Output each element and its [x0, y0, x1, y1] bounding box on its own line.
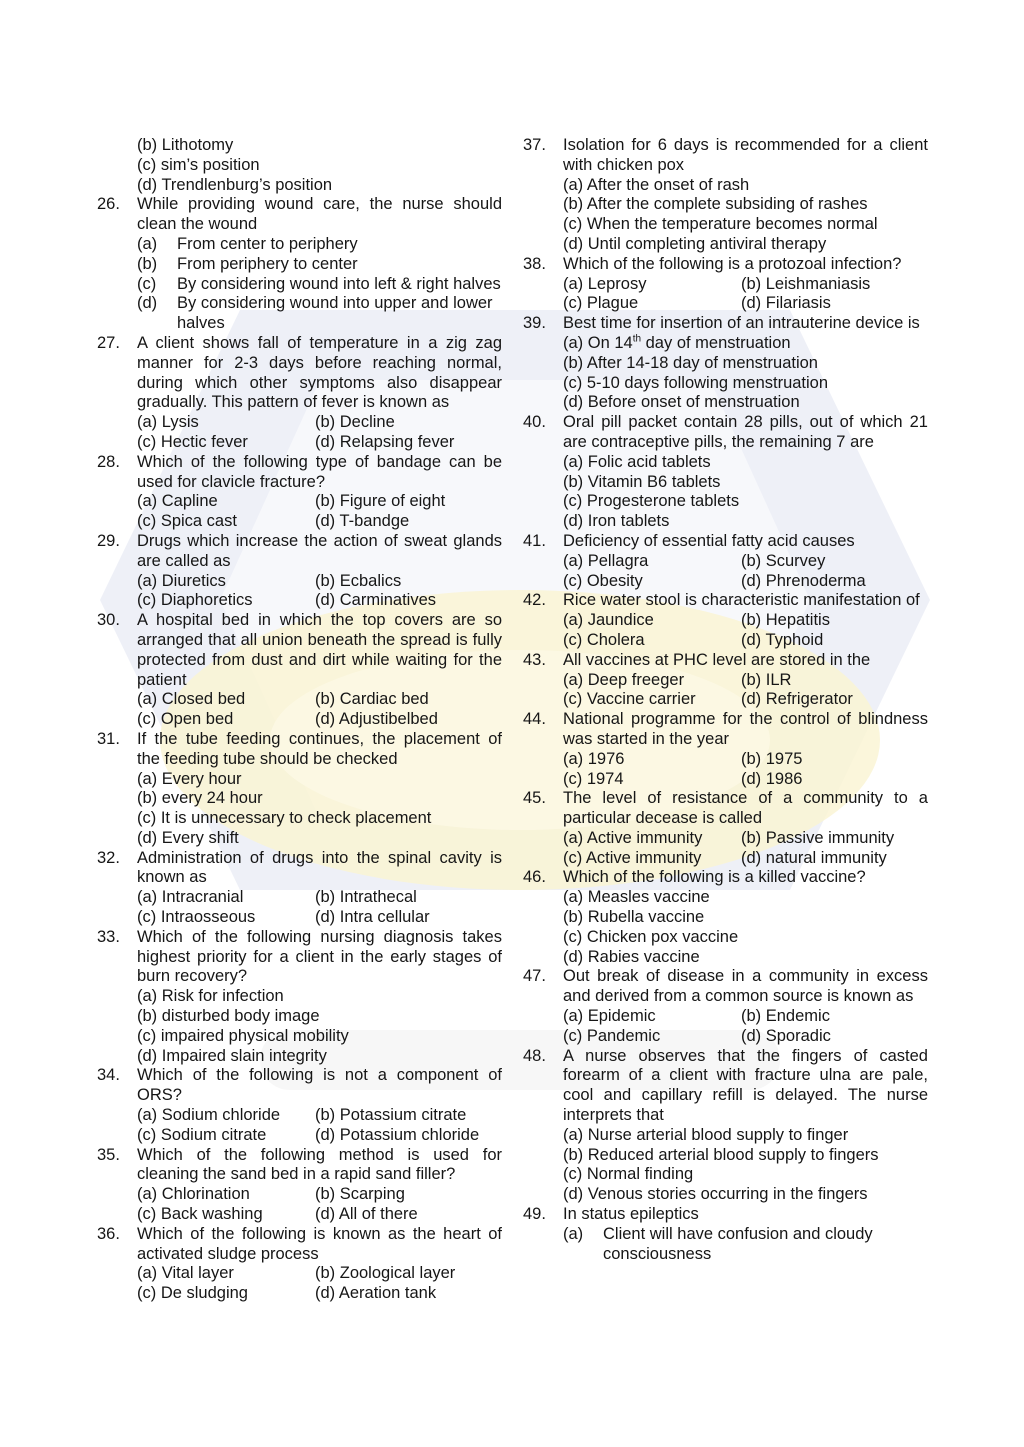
question-number: 36. — [97, 1224, 120, 1243]
question-text: Which of the following is a killed vaccine? — [563, 868, 866, 887]
right-column — [523, 136, 928, 1264]
option-text: By considering wound into left & right halves — [177, 274, 501, 293]
option-text: day of menstruation — [641, 333, 791, 352]
option-text: Client will have confusion and cloudy consciousness — [603, 1224, 873, 1263]
option[interactable]: (c) Chicken pox vaccine — [563, 927, 739, 946]
question-number: 37. — [523, 136, 546, 154]
question-34 — [97, 1066, 502, 1145]
question-35 — [97, 1146, 502, 1225]
option[interactable]: (c) When the temperature becomes normal — [563, 215, 878, 234]
option[interactable]: (c) Hectic fever — [137, 432, 248, 451]
option[interactable]: (c) Active immunity — [563, 848, 702, 867]
question-text: Which of the following is not a component of ORS? — [137, 1066, 502, 1105]
option[interactable]: (b) 1975 — [741, 749, 803, 768]
options-grid — [137, 1106, 502, 1146]
option[interactable]: (d) Potassium chloride — [315, 1125, 480, 1144]
option[interactable]: (b) every 24 hour — [137, 789, 263, 808]
option[interactable]: (b) Endemic — [741, 1007, 830, 1026]
options-grid — [137, 572, 502, 612]
option[interactable]: (d) Until completing antiviral therapy — [563, 234, 827, 253]
options-grid — [563, 552, 928, 592]
option-label: (a) — [137, 234, 158, 253]
option-label: (d) — [137, 294, 158, 313]
question-27 — [97, 334, 502, 453]
option[interactable]: (d) Carminatives — [315, 591, 437, 610]
option[interactable]: (b) Intrathecal — [315, 888, 417, 907]
option[interactable]: (b) Lithotomy — [137, 136, 234, 154]
option-label: (b) — [137, 254, 158, 273]
question-41 — [523, 532, 928, 591]
option[interactable] — [137, 255, 502, 275]
question-39 — [523, 314, 928, 413]
option[interactable]: (c) Pandemic — [563, 1026, 661, 1045]
option[interactable]: (d) Impaired slain integrity — [137, 1046, 327, 1065]
question-text: If the tube feeding continues, the placement of the feeding tube should be checked — [137, 729, 502, 768]
option[interactable]: (d) Every shift — [137, 828, 239, 847]
question-number: 29. — [97, 531, 120, 550]
option[interactable]: (b) ILR — [741, 670, 792, 689]
options-grid — [563, 829, 928, 869]
option[interactable]: (d) Iron tablets — [563, 512, 670, 531]
question-text: A client shows fall of temperature in a zig zag manner for 2-3 days before reaching normal, during which other symptoms also disappear gradually. This pattern of fever is known as — [137, 333, 502, 412]
option[interactable]: (b) disturbed body image — [137, 1007, 320, 1026]
question-37 — [523, 136, 928, 255]
option-text: By considering wound into upper and lower halves — [177, 294, 493, 333]
options-grid — [137, 690, 502, 730]
left-column — [97, 136, 502, 1304]
option[interactable]: (d) Phrenoderma — [741, 571, 866, 590]
option[interactable]: (a) Vital layer — [137, 1264, 234, 1283]
option[interactable]: (c) 1974 — [563, 769, 624, 788]
option[interactable]: (a) Folic acid tablets — [563, 452, 711, 471]
option[interactable]: (a) Pellagra — [563, 551, 649, 570]
question-42 — [523, 591, 928, 650]
question-text: Best time for insertion of an intrauterine device is — [563, 314, 920, 333]
options-grid — [137, 413, 502, 453]
option-label: (c) — [137, 274, 157, 293]
option[interactable]: (d) Filariasis — [741, 294, 831, 313]
option[interactable]: (c) sim’s position — [137, 155, 260, 174]
question-number: 28. — [97, 452, 120, 471]
question-text: The level of resistance of a community to a particular decease is called — [563, 789, 928, 828]
option[interactable]: (c) Obesity — [563, 571, 643, 590]
question-text: All vaccines at PHC level are stored in the — [563, 650, 871, 669]
question-number: 26. — [97, 195, 120, 214]
question-31 — [97, 730, 502, 849]
question-33 — [97, 928, 502, 1067]
question-text: Isolation for 6 days is recommended for a client with chicken pox — [563, 136, 928, 174]
question-49 — [523, 1205, 928, 1264]
option[interactable]: (a) Intracranial — [137, 888, 244, 907]
option[interactable]: (c) De sludging — [137, 1284, 248, 1303]
option[interactable]: (d) Sporadic — [741, 1026, 831, 1045]
option[interactable]: (a) Nurse arterial blood supply to finger — [563, 1125, 849, 1144]
question-text: Out break of disease in a community in excess and derived from a common source is known as — [563, 967, 928, 1006]
option[interactable]: (c) It is unnecessary to check placement — [137, 809, 432, 828]
option[interactable]: (a) 1976 — [563, 749, 625, 768]
question-text: A hospital bed in which the top covers are so arranged that all union beneath the spread is fully protected from dust and dirt while waiting for the patient — [137, 611, 502, 689]
option[interactable]: (b) Zoological layer — [315, 1264, 456, 1283]
option[interactable]: (b) After the complete subsiding of rashes — [563, 195, 868, 214]
question-number: 48. — [523, 1046, 546, 1065]
question-text: Rice water stool is characteristic manifestation of — [563, 591, 920, 610]
option[interactable]: (d) Before onset of menstruation — [563, 393, 800, 412]
option[interactable]: (d) Trendlenburg’s position — [137, 175, 333, 194]
option-text: From periphery to center — [177, 254, 358, 273]
question-number: 45. — [523, 789, 546, 808]
options-grid — [137, 492, 502, 532]
option[interactable]: (d) 1986 — [741, 769, 803, 788]
option[interactable]: (d) Adjustibelbed — [315, 710, 438, 729]
question-number: 27. — [97, 333, 120, 352]
options-grid — [563, 750, 928, 790]
question-text: Drugs which increase the action of sweat glands are called as — [137, 531, 502, 570]
options-grid — [563, 611, 928, 651]
question-28 — [97, 453, 502, 532]
option[interactable]: (c) Diaphoretics — [137, 591, 253, 610]
option[interactable]: (c) Sodium citrate — [137, 1125, 267, 1144]
option[interactable]: (c) Normal finding — [563, 1165, 694, 1184]
question-47 — [523, 967, 928, 1046]
question-number: 46. — [523, 868, 546, 887]
option[interactable]: (a) Lysis — [137, 413, 199, 432]
question-number: 39. — [523, 314, 546, 333]
option[interactable]: (b) Vitamin B6 tablets — [563, 472, 721, 491]
options-grid — [563, 1007, 928, 1047]
question-text: While providing wound care, the nurse should clean the wound — [137, 195, 502, 234]
question-text: Deficiency of essential fatty acid causes — [563, 531, 855, 550]
option[interactable]: (b) Figure of eight — [315, 492, 446, 511]
question-43 — [523, 651, 928, 710]
question-25-continued — [97, 136, 502, 195]
question-number: 42. — [523, 591, 546, 610]
question-number: 40. — [523, 413, 546, 432]
question-29 — [97, 532, 502, 611]
option[interactable]: (c) Intraosseous — [137, 908, 256, 927]
question-text: Administration of drugs into the spinal cavity is known as — [137, 848, 502, 887]
question-text: Which of the following method is used for cleaning the sand bed in a rapid sand filler? — [137, 1145, 502, 1184]
option[interactable]: (a) Every hour — [137, 769, 242, 788]
question-number: 34. — [97, 1066, 120, 1085]
option-label: (a) — [563, 1224, 584, 1243]
option[interactable]: (a) Capline — [137, 492, 218, 511]
question-number: 43. — [523, 650, 546, 669]
question-number: 44. — [523, 710, 546, 729]
question-26 — [97, 195, 502, 334]
option[interactable]: (d) Rabies vaccine — [563, 947, 700, 966]
option[interactable] — [137, 235, 502, 255]
options-grid — [563, 275, 928, 315]
option[interactable]: (b) Cardiac bed — [315, 690, 429, 709]
option[interactable]: (d) T-bandge — [315, 512, 410, 531]
option[interactable]: (d) Intra cellular — [315, 908, 430, 927]
question-number: 41. — [523, 531, 546, 550]
option[interactable]: (b) Hepatitis — [741, 611, 830, 630]
option[interactable]: (c) Cholera — [563, 630, 645, 649]
question-45 — [523, 789, 928, 868]
question-40 — [523, 413, 928, 532]
option[interactable]: (a) Sodium chloride — [137, 1106, 281, 1125]
option[interactable]: (d) Refrigerator — [741, 690, 853, 709]
option[interactable] — [563, 334, 928, 354]
option[interactable]: (c) Open bed — [137, 710, 234, 729]
options-grid — [563, 671, 928, 711]
question-46 — [523, 868, 928, 967]
options-grid — [137, 888, 502, 928]
question-number: 35. — [97, 1145, 120, 1164]
question-number: 30. — [97, 611, 120, 630]
option[interactable]: (b) Scurvey — [741, 551, 826, 570]
question-44 — [523, 710, 928, 789]
question-38 — [523, 255, 928, 314]
option[interactable] — [563, 1225, 928, 1265]
option[interactable]: (b) Ecbalics — [315, 571, 402, 590]
question-text: Which of the following nursing diagnosis takes highest priority for a client in the early stages of burn recovery? — [137, 927, 502, 986]
option[interactable]: (b) After 14-18 day of menstruation — [563, 353, 818, 372]
option[interactable]: (d) Venous stories occurring in the fingers — [563, 1185, 868, 1204]
option[interactable]: (a) Active immunity — [563, 828, 703, 847]
superscript: th — [632, 333, 642, 345]
options-grid — [137, 1264, 502, 1304]
question-number: 33. — [97, 927, 120, 946]
question-36 — [97, 1225, 502, 1304]
option[interactable]: (c) Progesterone tablets — [563, 492, 740, 511]
option[interactable]: (c) Plague — [563, 294, 639, 313]
option[interactable]: (d) All of there — [315, 1205, 418, 1224]
option[interactable]: (a) Chlorination — [137, 1185, 250, 1204]
question-number: 32. — [97, 848, 120, 867]
question-number: 31. — [97, 729, 120, 748]
option[interactable]: (a) Deep freeger — [563, 670, 685, 689]
option[interactable]: (b) Potassium citrate — [315, 1106, 467, 1125]
option-text: From center to periphery — [177, 234, 358, 253]
option[interactable]: (b) Passive immunity — [741, 828, 895, 847]
option-text: (a) On 14 — [563, 333, 633, 352]
option[interactable]: (c) Vaccine carrier — [563, 690, 696, 709]
option[interactable]: (d) natural immunity — [741, 848, 887, 867]
question-30 — [97, 611, 502, 730]
option[interactable]: (c) Back washing — [137, 1205, 263, 1224]
option[interactable] — [137, 294, 502, 334]
question-number: 38. — [523, 254, 546, 273]
option[interactable]: (c) 5-10 days following menstruation — [563, 373, 829, 392]
option[interactable]: (a) Closed bed — [137, 690, 246, 709]
option[interactable]: (d) Relapsing fever — [315, 432, 455, 451]
question-text: In status epileptics — [563, 1205, 699, 1224]
question-number: 49. — [523, 1205, 546, 1224]
question-text: Which of the following is known as the heart of activated sludge process — [137, 1224, 502, 1263]
option[interactable]: (a) Diuretics — [137, 571, 226, 590]
question-text: Which of the following type of bandage can be used for clavicle fracture? — [137, 452, 502, 491]
option[interactable]: (a) Risk for infection — [137, 987, 284, 1006]
option[interactable]: (a) Epidemic — [563, 1007, 656, 1026]
option[interactable]: (d) Aeration tank — [315, 1284, 437, 1303]
option[interactable]: (b) Leishmaniasis — [741, 274, 871, 293]
option[interactable]: (b) Scarping — [315, 1185, 405, 1204]
question-number: 47. — [523, 967, 546, 986]
question-32 — [97, 849, 502, 928]
question-text: Which of the following is a protozoal infection? — [563, 254, 902, 273]
option[interactable]: (a) Jaundice — [563, 611, 654, 630]
question-text: A nurse observes that the fingers of casted forearm of a client with fracture ulna are pale, cool and capillary refill is delayed. The nurse interprets that — [563, 1046, 928, 1125]
option[interactable]: (c) Spica cast — [137, 512, 237, 531]
option[interactable]: (b) Decline — [315, 413, 395, 432]
options-grid — [137, 1185, 502, 1225]
option[interactable]: (d) Typhoid — [741, 630, 824, 649]
question-48 — [523, 1047, 928, 1205]
option[interactable]: (c) impaired physical mobility — [137, 1026, 349, 1045]
option[interactable]: (a) After the onset of rash — [563, 175, 750, 194]
question-text: Oral pill packet contain 28 pills, out of which 21 are contraceptive pills, the remaining 7 are — [563, 413, 928, 451]
option[interactable]: (b) Reduced arterial blood supply to fingers — [563, 1145, 879, 1164]
option[interactable]: (b) Rubella vaccine — [563, 908, 705, 927]
option[interactable]: (a) Measles vaccine — [563, 888, 710, 907]
question-text: National programme for the control of blindness was started in the year — [563, 710, 928, 748]
option[interactable]: (a) Leprosy — [563, 274, 647, 293]
option[interactable] — [137, 275, 502, 295]
